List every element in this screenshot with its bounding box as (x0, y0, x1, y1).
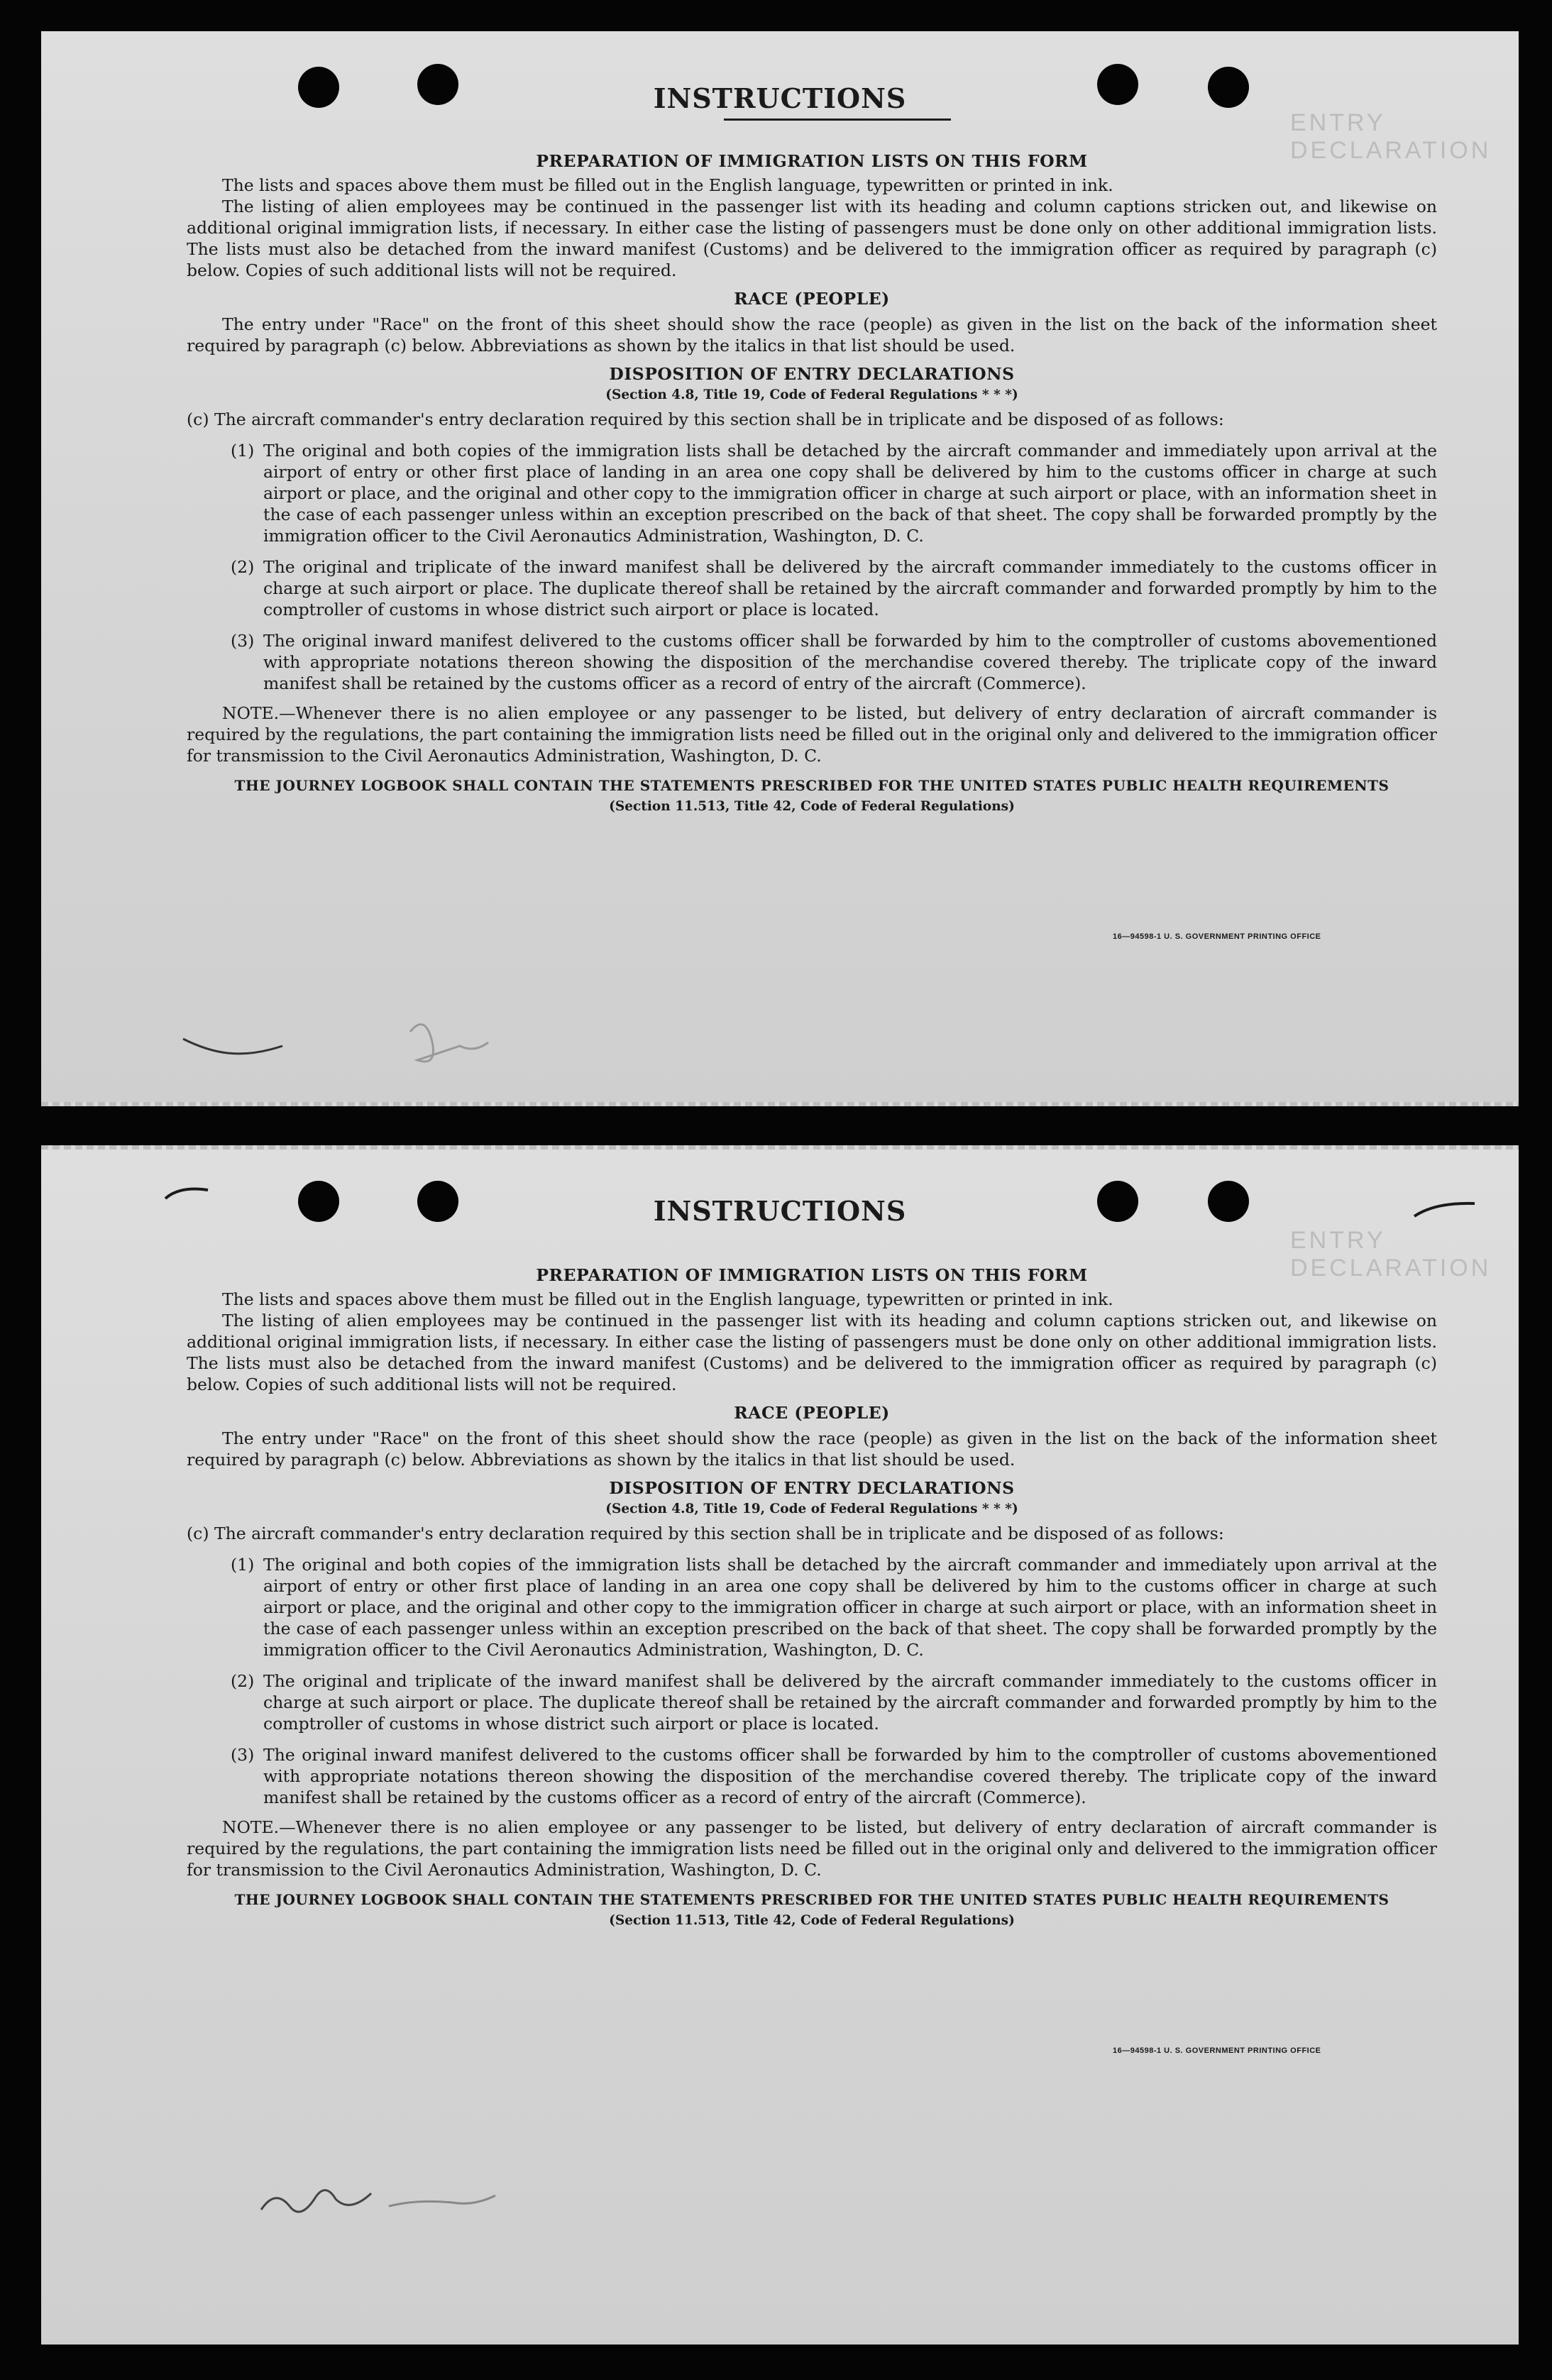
signature-scribble (254, 2167, 623, 2231)
disposition-item (231, 1554, 1437, 1660)
logbook-citation: (Section 11.513, Title 42, Code of Federal Regulations) (609, 799, 1015, 814)
page-title: INSTRUCTIONS (653, 82, 907, 114)
disposition-citation: (Section 4.8, Title 19, Code of Federal Regulations * * *) (605, 387, 1018, 402)
item-number: (2) (231, 1671, 255, 1691)
instruction-sheet-bottom (41, 1145, 1519, 2345)
signature-scribble (176, 1010, 573, 1074)
prep-paragraph-1: The lists and spaces above them must be filled out in the English language, typewritten or printed in ink. (222, 1289, 1113, 1309)
item-number: (2) (231, 557, 255, 577)
instructions-body (187, 1265, 1437, 1932)
disposition-paragraph-c: (c) The aircraft commander's entry declaration required by this section shall be in triplicate and be disposed of as follows: (187, 409, 1224, 429)
print-code: 16—94598-1 U. S. GOVERNMENT PRINTING OFFICE (1113, 2046, 1321, 2055)
item-text: The original and triplicate of the inward manifest shall be delivered by the aircraft commander immediately to the customs officer in charge at such airport or place. The duplicate thereof shall be retained by the aircraft commander and forwarded promptly by him to the comptroller of customs in whose district such airport or place is located. (263, 557, 1437, 619)
item-text: The original and triplicate of the inward manifest shall be delivered by the aircraft commander immediately to the customs officer in charge at such airport or place. The duplicate thereof shall be retained by the aircraft commander and forwarded promptly by him to the comptroller of customs in whose district such airport or place is located. (263, 1671, 1437, 1734)
item-number: (1) (231, 441, 255, 461)
race-paragraph: The entry under "Race" on the front of this sheet should show the race (people) as given in the list on the back of the information sheet required by paragraph (c) below. Abbreviations as shown by the italics in that list should be used. (187, 1428, 1437, 1470)
logbook-notice: THE JOURNEY LOGBOOK SHALL CONTAIN THE STATEMENTS PRESCRIBED FOR THE UNITED STATES PUBLIC HEALTH REQUIREMENTS (234, 1891, 1389, 1908)
instruction-sheet-top (41, 31, 1519, 1106)
note-paragraph: NOTE.—Whenever there is no alien employee or any passenger to be listed, but delivery of entry declaration of aircraft commander is required by the regulations, the part containing the immigration lists need be filled out in the original only and delivered to the immigration officer for transmission to the Civil Aeronautics Administration, Washington, D. C. (187, 703, 1437, 766)
page-title: INSTRUCTIONS (653, 1195, 907, 1227)
race-heading: RACE (PEOPLE) (734, 289, 890, 309)
disposition-paragraph-c: (c) The aircraft commander's entry declaration required by this section shall be in triplicate and be disposed of as follows: (187, 1524, 1224, 1543)
item-text: The original and both copies of the immigration lists shall be detached by the aircraft commander and immediately upon arrival at the airport of entry or other first place of landing in an area one copy shall be delivered by him to the customs officer in charge at such airport or place, and the original and other copy to the immigration officer in charge at such airport or place, with an information sheet in the case of each passenger unless within an exception prescribed on the back of that sheet. The copy shall be forwarded promptly by the immigration officer to the Civil Aeronautics Administration, Washington, D. C. (263, 1555, 1437, 1660)
title-rule (724, 119, 951, 121)
prep-heading: PREPARATION OF IMMIGRATION LISTS ON THIS FORM (536, 1265, 1088, 1285)
instructions-body (187, 150, 1437, 817)
item-number: (1) (231, 1555, 255, 1575)
item-text: The original inward manifest delivered to the customs officer shall be forwarded by him to the comptroller of customs abovementioned with appropriate notations thereon showing the disposition of the merchandise covered thereby. The triplicate copy of the inward manifest shall be retained by the customs officer as a record of entry of the aircraft (Commerce). (263, 631, 1437, 693)
logbook-citation: (Section 11.513, Title 42, Code of Federal Regulations) (609, 1913, 1015, 1928)
prep-paragraph-2: The listing of alien employees may be continued in the passenger list with its heading and column captions stricken out, and likewise on additional original immigration lists, if necessary. In either case the listing of passengers must be done only on other additional immigration lists. The lists must also be detached from the inward manifest (Customs) and be delivered to the immigration officer as required by paragraph (c) below. Copies of such additional lists will not be required. (187, 1311, 1437, 1394)
disposition-item (231, 1670, 1437, 1734)
item-number: (3) (231, 1745, 255, 1765)
prep-paragraph-2: The listing of alien employees may be continued in the passenger list with its heading and column captions stricken out, and likewise on additional original immigration lists, if necessary. In either case the listing of passengers must be done only on other additional immigration lists. The lists must also be detached from the inward manifest (Customs) and be delivered to the immigration officer as required by paragraph (c) below. Copies of such additional lists will not be required. (187, 197, 1437, 280)
disposition-item (231, 1744, 1437, 1808)
disposition-item (231, 556, 1437, 620)
perforation (41, 1145, 1519, 1150)
print-code: 16—94598-1 U. S. GOVERNMENT PRINTING OFFICE (1113, 932, 1321, 941)
disposition-heading: DISPOSITION OF ENTRY DECLARATIONS (609, 364, 1015, 384)
disposition-item (231, 630, 1437, 694)
disposition-heading: DISPOSITION OF ENTRY DECLARATIONS (609, 1478, 1015, 1498)
prep-paragraph-1: The lists and spaces above them must be filled out in the English language, typewritten or printed in ink. (222, 175, 1113, 195)
race-heading: RACE (PEOPLE) (734, 1403, 890, 1423)
disposition-item (231, 440, 1437, 546)
logbook-notice: THE JOURNEY LOGBOOK SHALL CONTAIN THE STATEMENTS PRESCRIBED FOR THE UNITED STATES PUBLIC HEALTH REQUIREMENTS (234, 777, 1389, 794)
race-paragraph: The entry under "Race" on the front of this sheet should show the race (people) as given in the list on the back of the information sheet required by paragraph (c) below. Abbreviations as shown by the italics in that list should be used. (187, 314, 1437, 356)
bleed-through-text: ENTRY DECLARATION (1290, 1227, 1492, 1282)
note-paragraph: NOTE.—Whenever there is no alien employee or any passenger to be listed, but delivery of entry declaration of aircraft commander is required by the regulations, the part containing the immigration lists need be filled out in the original only and delivered to the immigration officer for transmission to the Civil Aeronautics Administration, Washington, D. C. (187, 1817, 1437, 1880)
prep-heading: PREPARATION OF IMMIGRATION LISTS ON THIS FORM (536, 151, 1088, 171)
item-text: The original and both copies of the immigration lists shall be detached by the aircraft commander and immediately upon arrival at the airport of entry or other first place of landing in an area one copy shall be delivered by him to the customs officer in charge at such airport or place, and the original and other copy to the immigration officer in charge at such airport or place, with an information sheet in the case of each passenger unless within an exception prescribed on the back of that sheet. The copy shall be forwarded promptly by the immigration officer to the Civil Aeronautics Administration, Washington, D. C. (263, 441, 1437, 546)
disposition-citation: (Section 4.8, Title 19, Code of Federal Regulations * * *) (605, 1502, 1018, 1516)
item-text: The original inward manifest delivered to the customs officer shall be forwarded by him to the comptroller of customs abovementioned with appropriate notations thereon showing the disposition of the merchandise covered thereby. The triplicate copy of the inward manifest shall be retained by the customs officer as a record of entry of the aircraft (Commerce). (263, 1745, 1437, 1807)
perforation (41, 1102, 1519, 1106)
item-number: (3) (231, 631, 255, 651)
bleed-through-text: ENTRY DECLARATION (1290, 109, 1492, 164)
